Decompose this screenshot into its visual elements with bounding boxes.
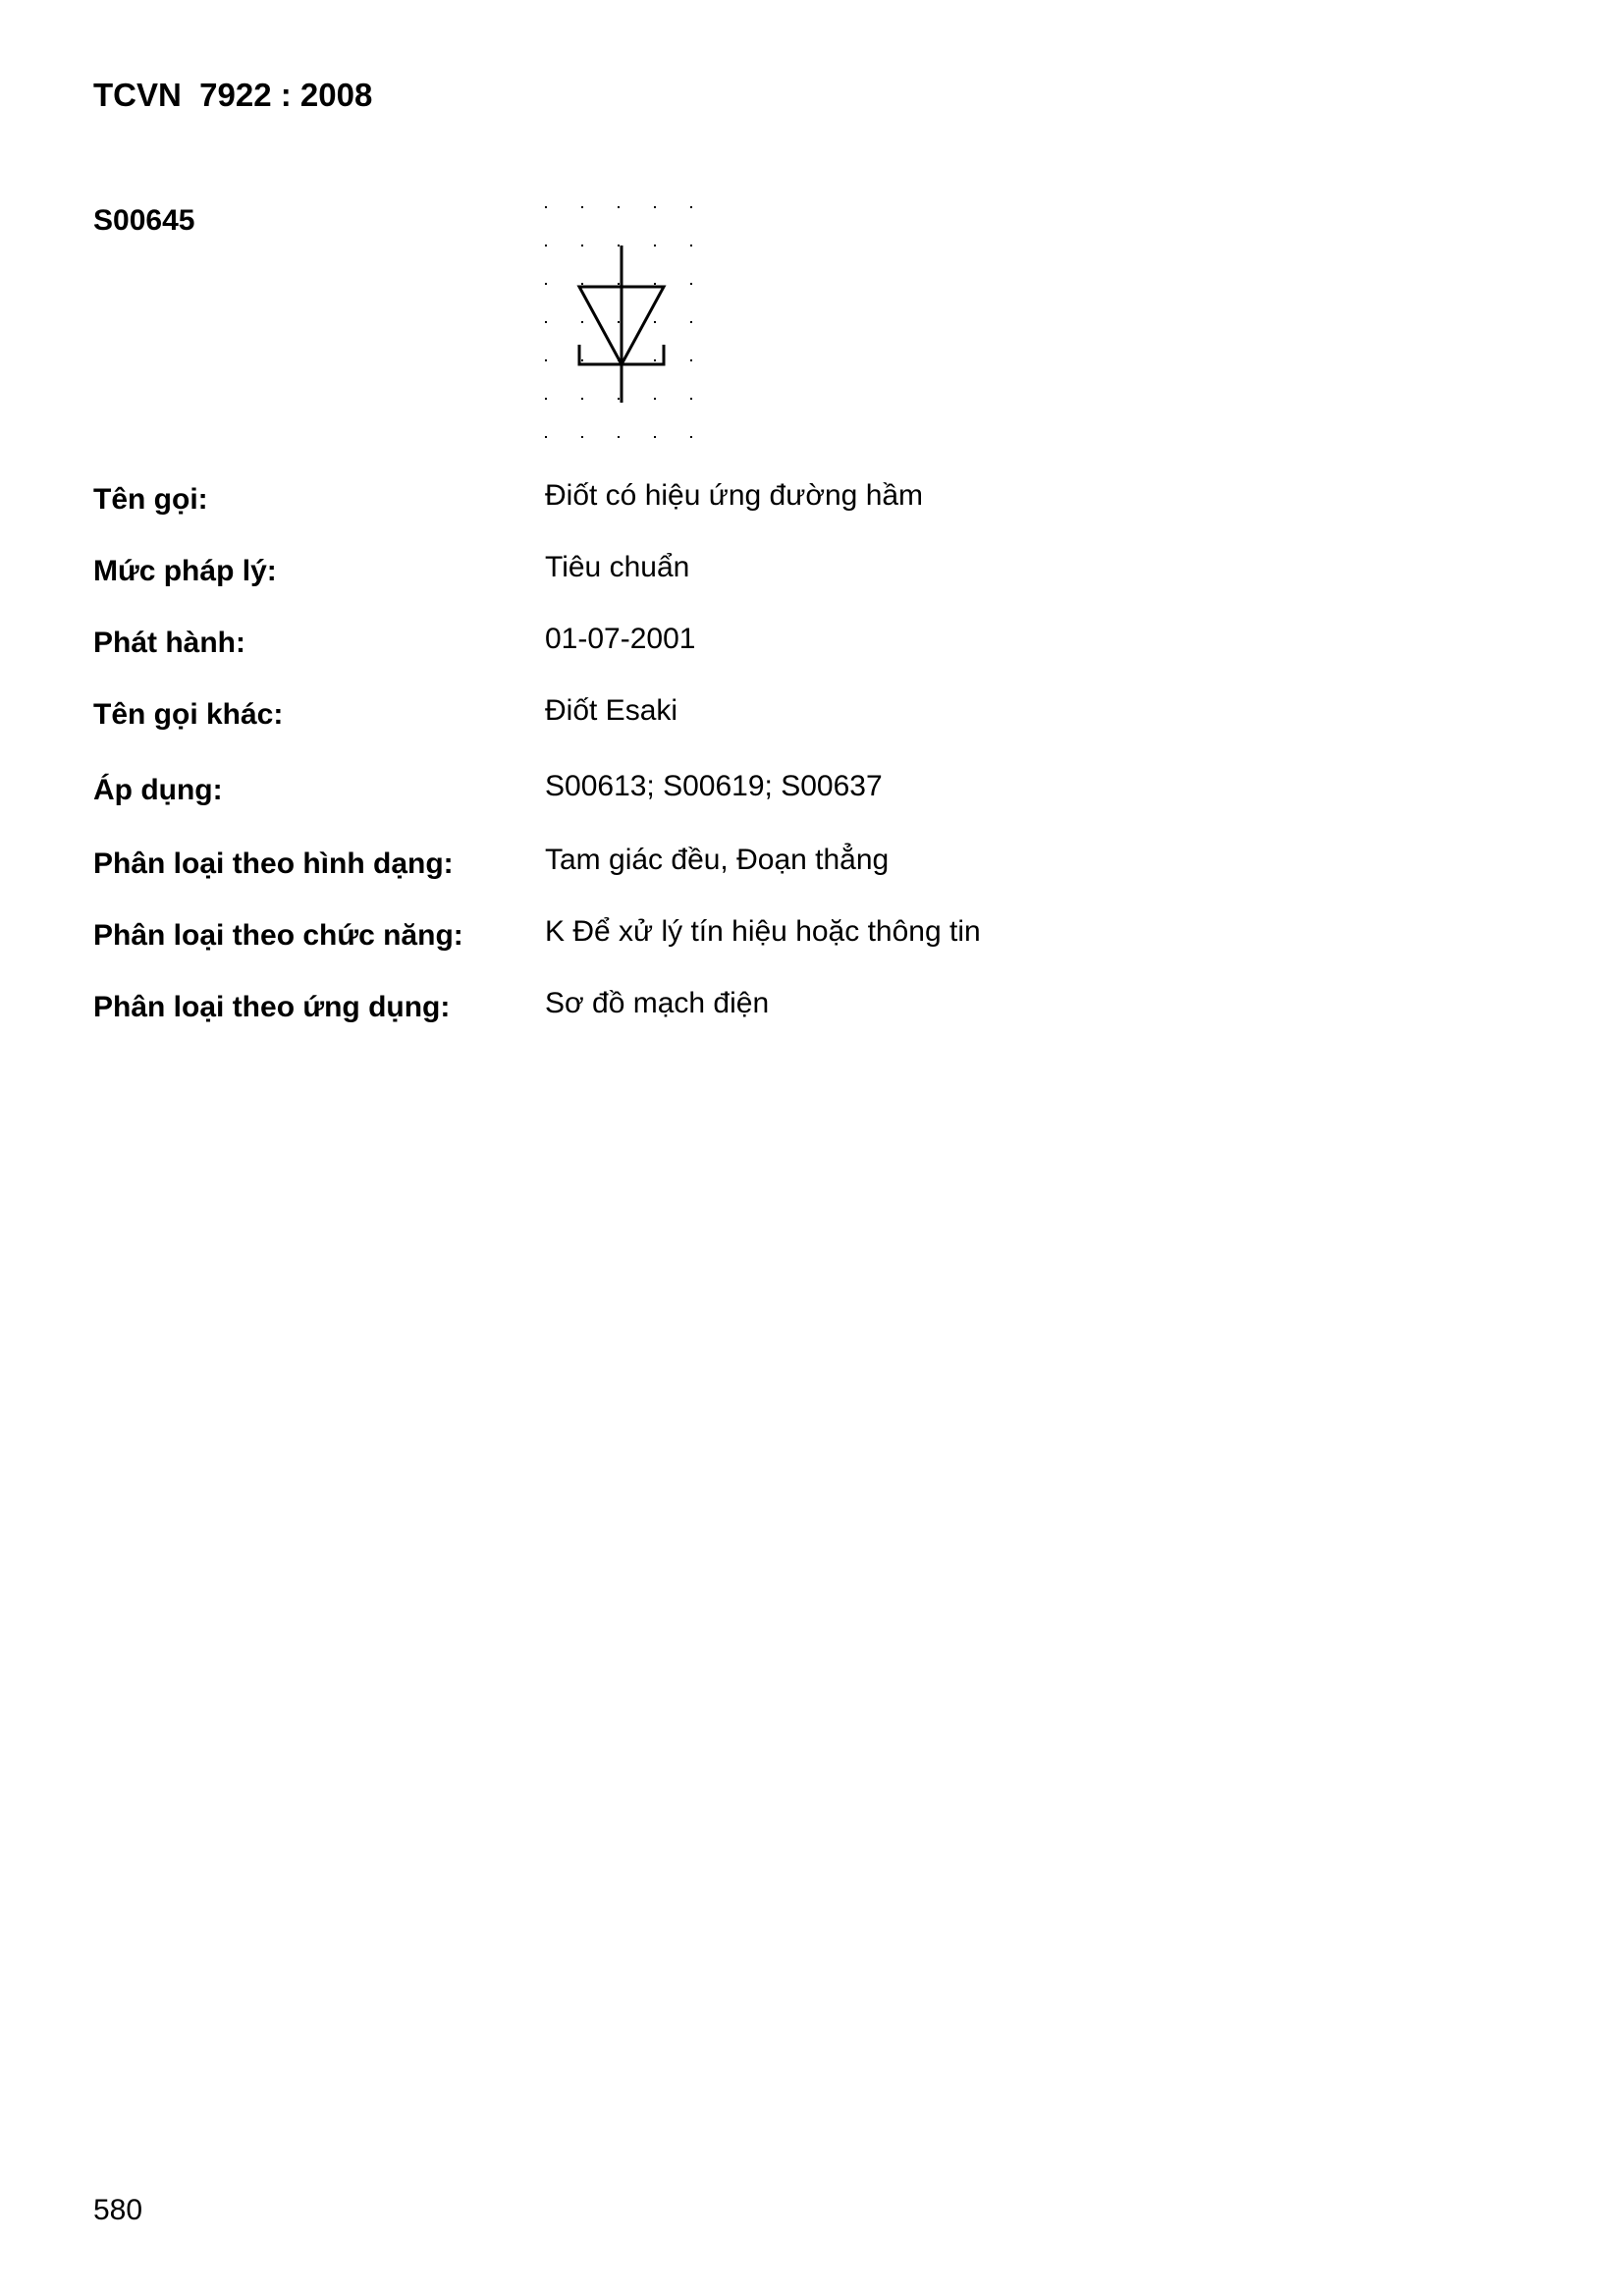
field-row-legal-level xyxy=(93,551,1527,602)
field-value: S00613; S00619; S00637 xyxy=(545,770,883,802)
field-row-application-class xyxy=(93,987,1527,1038)
field-row-issued xyxy=(93,623,1527,674)
field-row-applies xyxy=(93,770,1527,821)
field-value: Sơ đồ mạch điện xyxy=(545,987,770,1019)
field-value: Tam giác đều, Đoạn thẳng xyxy=(545,844,890,876)
field-row-shape-class xyxy=(93,844,1527,895)
symbol-code: S00645 xyxy=(93,204,195,237)
grid-dots xyxy=(545,206,692,438)
diode-strokes xyxy=(579,246,664,403)
field-value: Điốt Esaki xyxy=(545,694,678,727)
field-label: Phát hành: xyxy=(93,627,245,659)
field-value: Điốt có hiệu ứng đường hầm xyxy=(545,479,924,512)
field-value: K Để xử lý tín hiệu hoặc thông tin xyxy=(545,915,981,948)
field-row-name xyxy=(93,479,1527,530)
field-row-function-class xyxy=(93,915,1527,966)
field-label: Tên gọi: xyxy=(93,483,208,516)
field-value: Tiêu chuẩn xyxy=(545,551,690,583)
tunnel-diode-symbol-icon xyxy=(530,191,727,457)
field-row-other-name xyxy=(93,694,1527,745)
field-label: Phân loại theo chức năng: xyxy=(93,919,463,952)
field-label: Phân loại theo ứng dụng: xyxy=(93,991,451,1023)
field-label: Áp dụng: xyxy=(93,774,223,806)
standard-header: TCVN 7922 : 2008 xyxy=(93,77,373,113)
page-number: 580 xyxy=(93,2194,143,2226)
field-label: Mức pháp lý: xyxy=(93,555,277,587)
field-value: 01-07-2001 xyxy=(545,623,696,655)
field-label: Tên gọi khác: xyxy=(93,698,284,731)
field-label: Phân loại theo hình dạng: xyxy=(93,847,454,880)
